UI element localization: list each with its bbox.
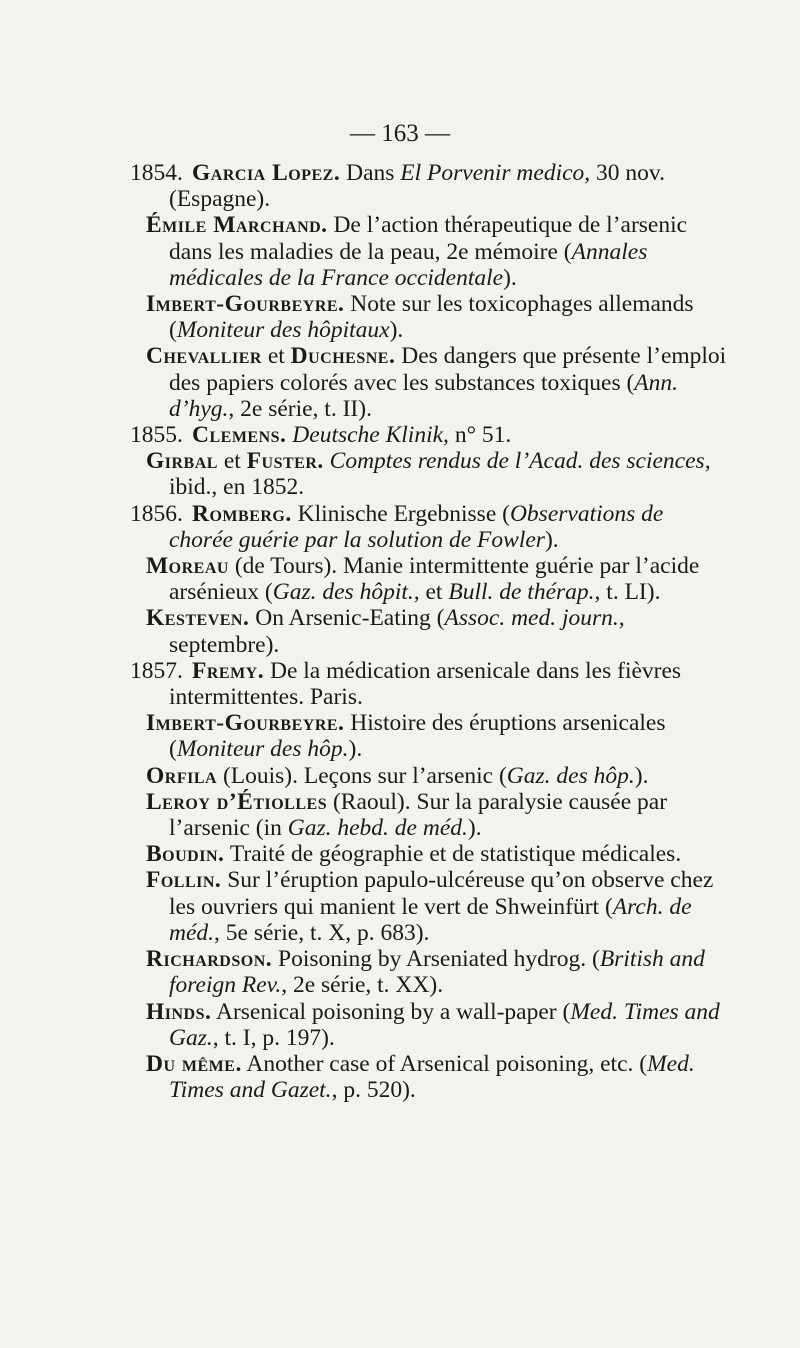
entry-source: El Porvenir medico,: [400, 160, 591, 186]
bibliography-entry: [130, 422, 730, 448]
bibliography-entry: [130, 710, 730, 762]
bibliography-entry: [130, 658, 730, 710]
entry-author: Girbal: [146, 448, 218, 475]
entry-author: Émile Marchand.: [146, 212, 328, 239]
entry-text: ).: [503, 264, 517, 291]
entry-source: Annales médicales de la France occidentale: [169, 238, 648, 291]
entry-text: De la médication arsenicale dans les fièvres intermittentes. Paris.: [169, 657, 682, 711]
entry-text: ).: [634, 762, 649, 789]
entry-text: Sur l’éruption papulo-ulcéreuse qu’on observe chez les ouvriers qui manient le vert de Shweinfürt (: [169, 867, 714, 920]
entry-author: Garcia Lopez.: [192, 160, 341, 186]
entry-text: De l’action thérapeutique de l’arsenic dans les maladies de la peau, 2e mémoire (: [169, 212, 688, 265]
bibliography-entry: [130, 291, 730, 343]
entry-text: Arsenical poisoning by a wall-paper (: [211, 998, 571, 1025]
bibliography-entry: [130, 553, 730, 605]
entry-text: (Louis). Leçons sur l’arsenic (: [217, 762, 507, 789]
bibliography-entry: [130, 501, 730, 553]
entry-text: et: [419, 579, 449, 606]
bibliography-entry: [130, 999, 730, 1051]
bibliography-entry: [130, 160, 730, 212]
entry-source: Comptes rendus de l’Acad. des sciences,: [329, 448, 711, 475]
bibliography-entry: [130, 212, 730, 291]
entry-text: (de Tours). Manie intermittente guérie par l’acide arsénieux (: [169, 553, 700, 606]
entry-text: ).: [467, 815, 482, 842]
entry-text: Klinische Ergebnisse (: [291, 500, 510, 527]
entry-text: , t. I, p. 197).: [212, 1024, 335, 1051]
entry-source: British and foreign Rev.: [169, 946, 705, 999]
entry-text: 30 nov. (Espagne).: [169, 160, 666, 213]
entry-source: Med. Times and Gazet.: [169, 1050, 695, 1104]
entry-text: Des dangers que présente l’emploi des papiers colorés avec les substances toxiques (: [169, 343, 727, 396]
bibliography-entry: [130, 946, 730, 998]
bibliography-entry: [130, 763, 730, 789]
entry-source: Observations de chorée guérie par la solution de Fowler: [169, 500, 664, 553]
entry-text: ).: [544, 526, 559, 553]
entry-author: Du même.: [146, 1050, 242, 1077]
entry-author: Imbert-Gourbeyre.: [146, 291, 345, 318]
bibliography-entry: [130, 841, 730, 867]
entry-author: Fremy.: [192, 657, 265, 684]
entry-source: Assoc. med. journ.,: [444, 605, 625, 632]
entry-text: , 5e série, t. X, p. 683).: [214, 919, 430, 946]
entry-author: Orfila: [146, 762, 218, 789]
entry-text: Dans: [340, 160, 401, 186]
entry-text: ).: [348, 736, 363, 763]
entry-text: et: [217, 448, 247, 475]
entry-year: 1854.: [130, 160, 183, 186]
entry-text: septembre).: [169, 631, 280, 658]
bibliography-entry: [130, 605, 730, 657]
entry-text: ibid., en 1852.: [169, 474, 305, 501]
bibliography-list: [130, 160, 730, 1103]
entry-source: Bull. de thérap.: [448, 579, 595, 606]
entry-author: Fuster.: [246, 448, 324, 475]
entry-text: , t. LI).: [594, 579, 661, 606]
entry-author: Chevallier: [146, 343, 262, 370]
entry-text: ).: [389, 317, 404, 344]
entry-text: , 2e série, t. XX).: [281, 972, 444, 999]
entry-author: Boudin.: [146, 841, 225, 868]
bibliography-entry: [130, 343, 730, 422]
entry-author: Duchesne.: [290, 343, 396, 370]
entry-author: Moreau: [146, 553, 229, 580]
entry-source: Moniteur des hôpitaux: [176, 317, 390, 344]
entry-author: Hinds.: [146, 998, 212, 1025]
entry-author: Clemens.: [192, 422, 287, 449]
entry-text: On Arsenic-Eating (: [249, 605, 445, 632]
entry-source: Moniteur des hôp.: [176, 736, 349, 763]
entry-author: Follin.: [146, 867, 222, 894]
entry-source: Med. Times and Gaz.: [169, 998, 720, 1051]
entry-source: Gaz. des hôp.: [506, 762, 635, 789]
entry-author: Imbert-Gourbeyre.: [146, 710, 345, 737]
entry-author: Richardson.: [146, 946, 273, 973]
entry-source: Deutsche Klinik,: [292, 422, 449, 449]
entry-text: Note sur les toxicophages allemands (: [169, 291, 694, 344]
entry-year: 1856.: [130, 500, 183, 527]
page-number: — 163 —: [350, 120, 450, 147]
entry-author: Kesteven.: [146, 605, 250, 632]
entry-year: 1855.: [130, 422, 183, 449]
entry-text: Another case of Arsenical poisoning, etc. (: [241, 1050, 648, 1077]
entry-source: Gaz. hebd. de méd.: [287, 815, 468, 842]
entry-text: n° 51.: [448, 422, 512, 449]
entry-author: Romberg.: [192, 500, 292, 527]
entry-author: Leroy d’Étiolles: [146, 788, 328, 815]
bibliography-entry: [130, 1051, 730, 1103]
entry-source: Gaz. des hôpit.,: [272, 579, 420, 606]
entry-year: 1857.: [130, 657, 183, 684]
entry-source: Arch. de méd.: [169, 893, 692, 946]
entry-text: (Raoul). Sur la paralysie causée par l’arsenic (in: [169, 788, 668, 842]
entry-source: Ann. d’hyg.: [169, 369, 679, 422]
entry-text: , 2e série, t. II).: [228, 395, 372, 422]
entry-text: Histoire des éruptions arsenicales (: [169, 710, 666, 763]
bibliography-entry: [130, 789, 730, 841]
bibliography-entry: [130, 448, 730, 500]
entry-text: Poisoning by Arseniated hydrog. (: [272, 946, 600, 973]
bibliography-entry: [130, 867, 730, 946]
entry-text: Traité de géographie et de statistique médicales.: [224, 841, 682, 868]
entry-text: et: [261, 343, 291, 370]
entry-text: , p. 520).: [331, 1077, 416, 1104]
